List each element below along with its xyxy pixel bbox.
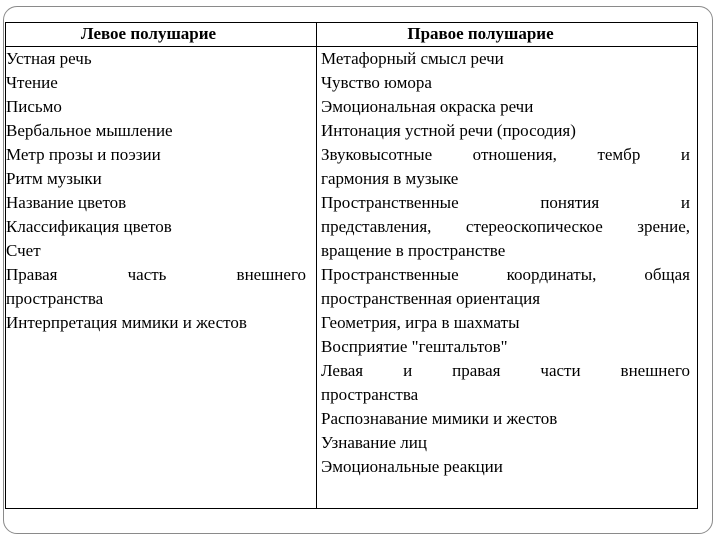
list-item: Устная речь: [6, 49, 92, 68]
list-item: Геометрия, игра в шахматы: [321, 313, 520, 332]
list-item: вращение в пространстве: [321, 241, 506, 260]
list-item: Счет: [6, 241, 41, 260]
list-item: Чувство юмора: [321, 73, 432, 92]
list-item: Письмо: [6, 97, 62, 116]
list-item: представления, стереоскопическое зрение,: [321, 217, 690, 236]
list-item: Эмоциональная окраска речи: [321, 97, 534, 116]
list-item: пространства: [321, 385, 419, 404]
column-divider: [316, 22, 317, 509]
list-item: Правая часть внешнего: [6, 265, 306, 284]
right-column-header: Правое полушарие: [407, 24, 554, 43]
list-item: пространственная ориентация: [321, 289, 541, 308]
list-item: Пространственные координаты, общая: [321, 265, 690, 284]
list-item: Ритм музыки: [6, 169, 102, 188]
list-item: Интонация устной речи (просодия): [321, 121, 576, 140]
left-hemisphere-list: [6, 47, 306, 335]
list-item: Вербальное мышление: [6, 121, 173, 140]
list-item: Классификация цветов: [6, 217, 172, 236]
right-hemisphere-list: [321, 47, 690, 479]
list-item: Название цветов: [6, 193, 127, 212]
list-item: Восприятие "гештальтов": [321, 337, 508, 356]
list-item: Чтение: [6, 73, 58, 92]
list-item: Пространственные понятия и: [321, 193, 690, 212]
list-item: Распознавание мимики и жестов: [321, 409, 558, 428]
list-item: Интерпретация мимики и жестов: [6, 313, 247, 332]
list-item: гармония в музыке: [321, 169, 459, 188]
left-column-header: Левое полушарие: [80, 24, 217, 43]
list-item: Эмоциональные реакции: [321, 457, 503, 476]
list-item: Узнавание лиц: [321, 433, 427, 452]
list-item: Звуковысотные отношения, тембр и: [321, 145, 690, 164]
list-item: Метр прозы и поэзии: [6, 145, 161, 164]
list-item: Метафорный смысл речи: [321, 49, 504, 68]
list-item: пространства: [6, 289, 104, 308]
list-item: Левая и правая части внешнего: [321, 361, 690, 380]
